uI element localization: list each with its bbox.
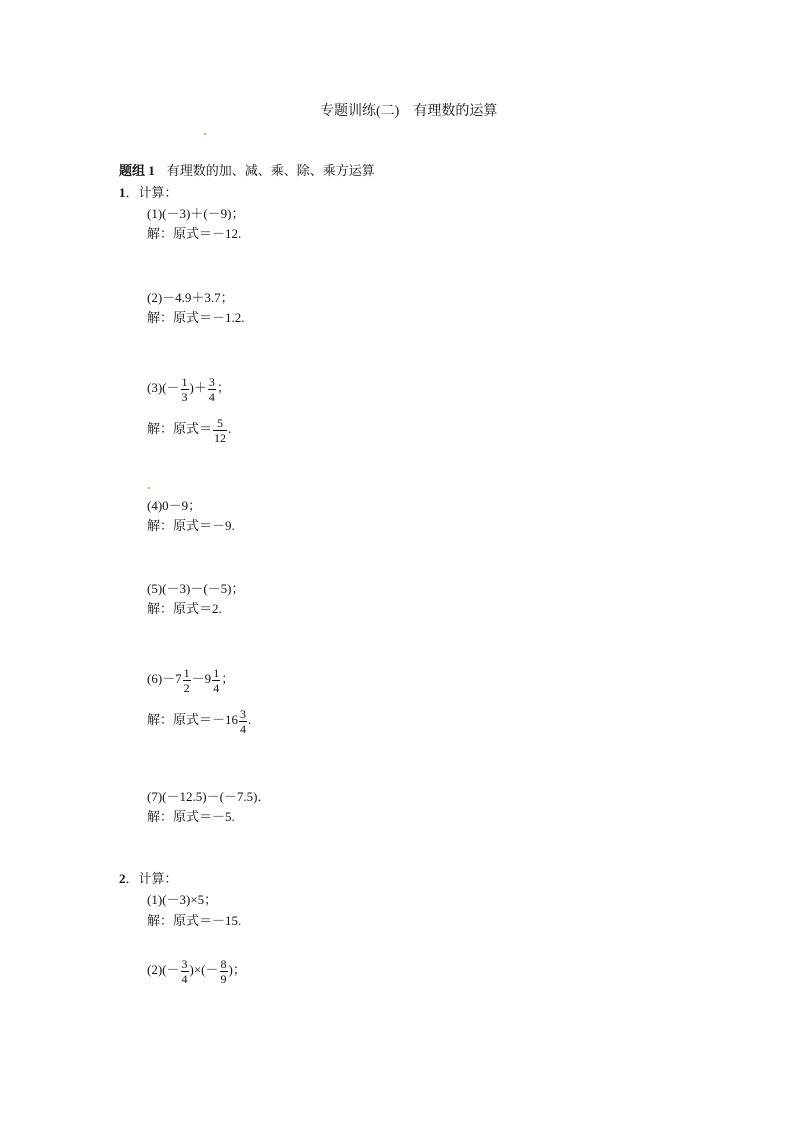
q1-4-expression: (4)0－9；: [147, 498, 202, 513]
title-sub: 有理数的运算: [413, 104, 498, 119]
q1-1-answer: 解：原式＝－12.: [147, 226, 242, 241]
denominator: 3: [181, 389, 188, 404]
numerator: 8: [220, 956, 227, 971]
q1-7-answer: 解：原式＝－5.: [147, 809, 235, 824]
fraction: [220, 958, 228, 985]
expr-text: (3)(－: [147, 380, 180, 395]
group-label: 题组 1: [119, 163, 155, 178]
expr-text: (2)(－: [147, 962, 180, 977]
q1-4-answer: 解：原式＝－9.: [147, 518, 235, 533]
q1-7-expression: (7)(－12.5)－(－7.5)．: [147, 789, 271, 804]
q1-6-answer: [147, 700, 251, 740]
q2-1-expression: (1)(－3)×5；: [147, 892, 218, 907]
denominator: 4: [240, 721, 247, 736]
expr-text: )；: [228, 962, 246, 977]
numerator: 1: [213, 665, 220, 680]
page-title: [320, 100, 497, 120]
question-head: 计算：: [138, 185, 178, 200]
q1-3-answer: [147, 409, 231, 449]
title-main: 专题训练(二): [320, 104, 400, 119]
denominator: 4: [181, 971, 188, 986]
fraction: [208, 376, 216, 403]
decorative-dot: [204, 133, 206, 135]
fraction: [213, 417, 227, 444]
denominator: 4: [213, 680, 220, 695]
group-heading: [119, 160, 375, 179]
answer-text: .: [228, 421, 232, 436]
expr-text: ；: [221, 671, 235, 686]
denominator: 9: [220, 971, 227, 986]
q2-1-answer: 解：原式＝－15.: [147, 913, 242, 928]
q1-2-expression: (2)－4.9＋3.7；: [147, 290, 234, 305]
denominator: 2: [183, 680, 190, 695]
numerator: 5: [213, 417, 227, 431]
numerator: 3: [181, 956, 188, 971]
question-2-heading: [119, 868, 178, 887]
fraction: [212, 667, 220, 694]
expr-text: (6)－7: [147, 671, 182, 686]
question-1-heading: [119, 182, 178, 201]
q1-1-expression: (1)(－3)＋(－9)；: [147, 206, 245, 221]
denominator: 12: [214, 430, 227, 445]
fraction: [181, 958, 189, 985]
fraction: [183, 667, 191, 694]
question-sep: ．: [125, 185, 139, 200]
q1-5-expression: (5)(－3)－(－5)；: [147, 581, 245, 596]
numerator: 3: [240, 706, 247, 721]
q1-2-answer: 解：原式＝－1.2.: [147, 310, 245, 325]
decorative-dot: [148, 487, 150, 489]
expr-text: ；: [216, 380, 230, 395]
question-number: 1: [119, 185, 126, 200]
expr-text: )×(－: [189, 962, 219, 977]
q1-3-expression: [147, 368, 230, 408]
q1-6-expression: [147, 659, 234, 699]
expr-text: )＋: [189, 380, 207, 395]
numerator: 3: [208, 374, 215, 389]
fraction: [239, 708, 247, 735]
numerator: 1: [181, 374, 188, 389]
question-head: 计算：: [138, 871, 178, 886]
group-desc: 有理数的加、减、乘、除、乘方运算: [166, 163, 375, 178]
denominator: 4: [208, 389, 215, 404]
q2-2-expression: [147, 950, 246, 990]
numerator: 1: [183, 665, 190, 680]
fraction: [181, 376, 189, 403]
question-sep: ．: [125, 871, 139, 886]
answer-text: .: [248, 712, 252, 727]
expr-text: －9: [191, 671, 212, 686]
answer-text: 解：原式＝－16: [147, 712, 239, 727]
answer-text: 解：原式＝: [147, 421, 213, 436]
q1-5-answer: 解：原式＝2.: [147, 601, 222, 616]
question-number: 2: [119, 871, 126, 886]
